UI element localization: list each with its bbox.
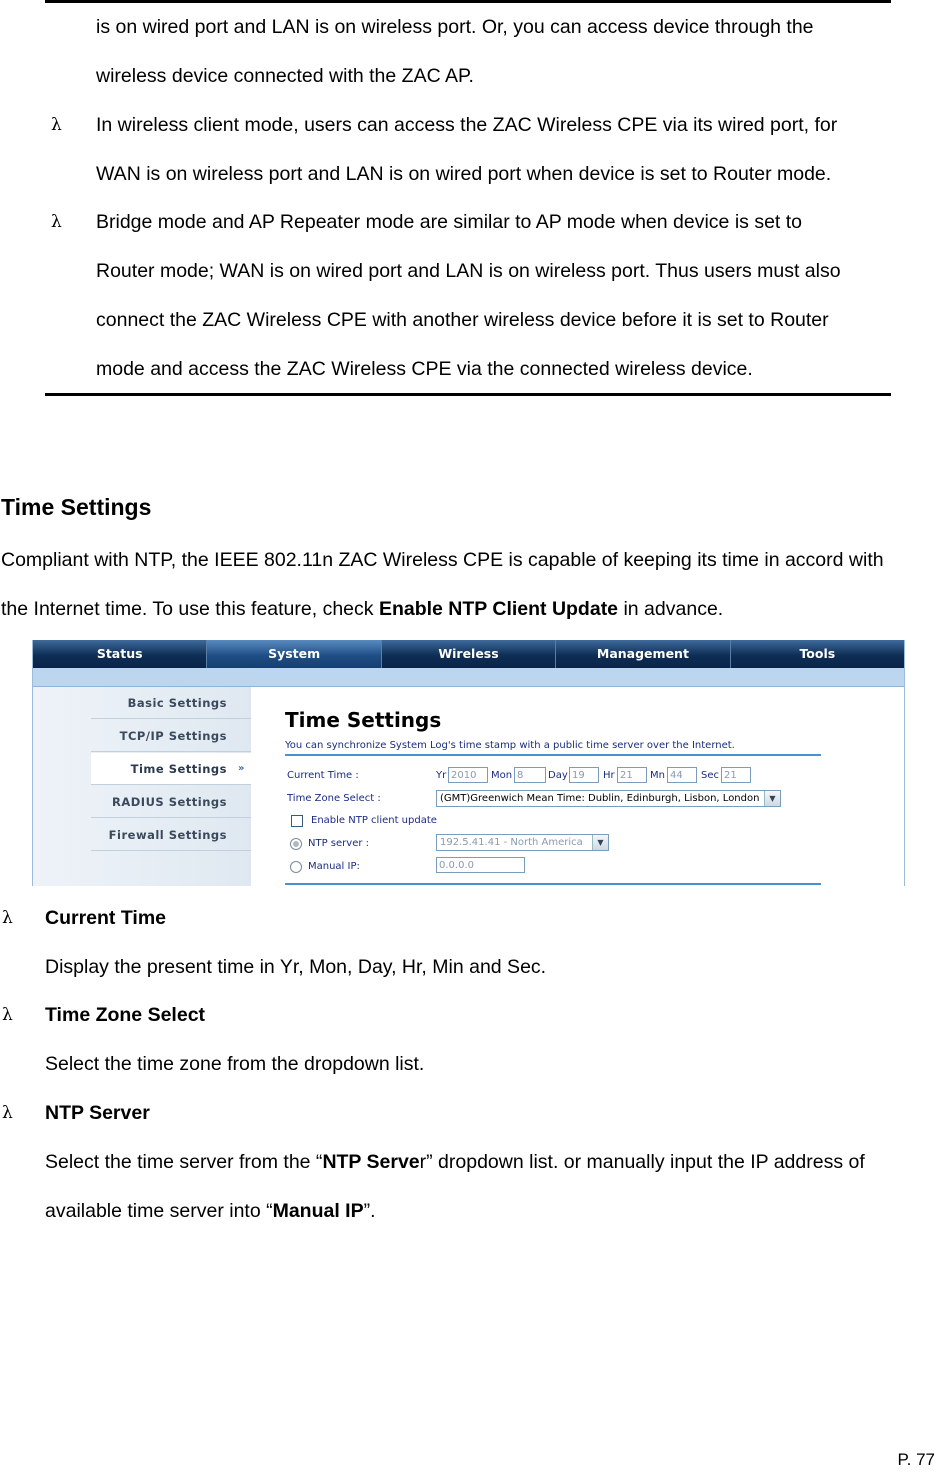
note-cont-line-1: is on wired port and LAN is on wireless port. Or, you can access device through the: [96, 16, 814, 38]
section-title: Time Settings: [1, 494, 152, 520]
note-b3-line-3: connect the ZAC Wireless CPE with another wireless device before it is set to Router: [96, 309, 829, 331]
enable-ntp-bold: Enable NTP Client Update: [378, 598, 619, 620]
tab-system[interactable]: System: [207, 640, 381, 668]
bullet-symbol: λ: [51, 212, 62, 232]
sidebar-item-tcpip-settings[interactable]: TCP/IP Settings: [91, 720, 251, 752]
manual-ip-label: Manual IP:: [308, 861, 360, 872]
note-cont-line-2: wireless device connected with the ZAC AP.: [96, 65, 474, 87]
sidebar-item-basic-settings[interactable]: Basic Settings: [91, 687, 251, 719]
hr-field[interactable]: 21: [617, 767, 647, 783]
ntp-server-radio[interactable]: [290, 838, 302, 850]
page-number: P. 77: [897, 1450, 935, 1469]
note-b3-line-4: mode and access the ZAC Wireless CPE via the connected wireless device.: [96, 358, 753, 380]
note-b3-line-1: Bridge mode and AP Repeater mode are similar to AP mode when device is set to: [96, 211, 803, 233]
bullet-symbol: λ: [51, 115, 62, 135]
top-nav: [33, 640, 904, 668]
ntp-server-select[interactable]: 192.5.41.41 - North America ▼: [436, 834, 609, 851]
ntp-server-label: NTP server :: [308, 838, 370, 849]
time-zone-heading: Time Zone Select: [45, 1004, 206, 1026]
day-label: Day: [548, 770, 568, 781]
panel-title: Time Settings: [285, 708, 442, 732]
sub-bar: [33, 668, 904, 687]
mn-field[interactable]: 44: [667, 767, 697, 783]
section-intro-line-2: the Internet time. To use this feature, check Enable NTP Client Update in advance.: [1, 598, 724, 620]
tab-wireless[interactable]: Wireless: [382, 640, 556, 668]
current-time-desc: Display the present time in Yr, Mon, Day, Hr, Min and Sec.: [45, 956, 547, 978]
note-b2-line-2: WAN is on wireless port and LAN is on wired port when device is set to Router mode.: [96, 163, 832, 185]
sec-field[interactable]: 21: [721, 767, 751, 783]
enable-ntp-checkbox[interactable]: [291, 815, 303, 827]
ui-screenshot: [32, 640, 905, 886]
panel-description: You can synchronize System Log's time stamp with a public time server over the Internet.: [285, 740, 735, 751]
manual-ip-field[interactable]: 0.0.0.0: [436, 857, 525, 873]
ntp-server-heading: NTP Server: [45, 1102, 150, 1124]
bullet-symbol: λ: [2, 908, 13, 928]
tab-status[interactable]: Status: [33, 640, 207, 668]
section-intro-line-1: Compliant with NTP, the IEEE 802.11n ZAC Wireless CPE is capable of keeping its time in accord with: [1, 549, 884, 571]
tab-management[interactable]: Management: [556, 640, 730, 668]
note-b3-line-2: Router mode; WAN is on wired port and LAN is on wireless port. Thus users must also: [96, 260, 841, 282]
sidebar: [33, 687, 251, 886]
divider: [285, 754, 821, 756]
current-time-heading: Current Time: [45, 907, 166, 929]
bullet-symbol: λ: [2, 1005, 13, 1025]
sec-label: Sec: [701, 770, 719, 781]
note-b2-line-1: In wireless client mode, users can access the ZAC Wireless CPE via its wired port, for: [96, 114, 838, 136]
mon-label: Mon: [491, 770, 513, 781]
mon-field[interactable]: 8: [514, 767, 546, 783]
sidebar-item-radius-settings[interactable]: RADIUS Settings: [91, 786, 251, 818]
divider: [285, 883, 821, 885]
content-panel: [251, 687, 904, 886]
ntp-server-desc-line-1: Select the time server from the “NTP Server” dropdown list. or manually input the IP address of: [45, 1151, 865, 1173]
chevron-down-icon: ▼: [592, 835, 608, 850]
current-time-label: Current Time :: [287, 770, 359, 781]
time-zone-desc: Select the time zone from the dropdown list.: [45, 1053, 425, 1075]
sidebar-item-firewall-settings[interactable]: Firewall Settings: [91, 819, 251, 851]
mn-label: Mn: [650, 770, 665, 781]
double-chevron-right-icon: »: [238, 763, 245, 774]
enable-ntp-label: Enable NTP client update: [311, 815, 437, 826]
yr-label: Yr: [436, 770, 447, 781]
day-field[interactable]: 19: [569, 767, 599, 783]
chevron-down-icon: ▼: [764, 791, 780, 806]
bullet-symbol: λ: [2, 1103, 13, 1123]
tab-tools[interactable]: Tools: [799, 646, 836, 661]
sidebar-item-time-settings[interactable]: Time Settings »: [91, 753, 251, 785]
time-zone-select[interactable]: (GMT)Greenwich Mean Time: Dublin, Edinburgh, Lisbon, London ▼: [436, 790, 781, 807]
yr-field[interactable]: 2010: [448, 767, 488, 783]
hr-label: Hr: [603, 770, 615, 781]
ntp-server-desc-line-2: available time server into “Manual IP”.: [45, 1200, 376, 1222]
manual-ip-radio[interactable]: [290, 861, 302, 873]
time-zone-label: Time Zone Select :: [287, 793, 381, 804]
